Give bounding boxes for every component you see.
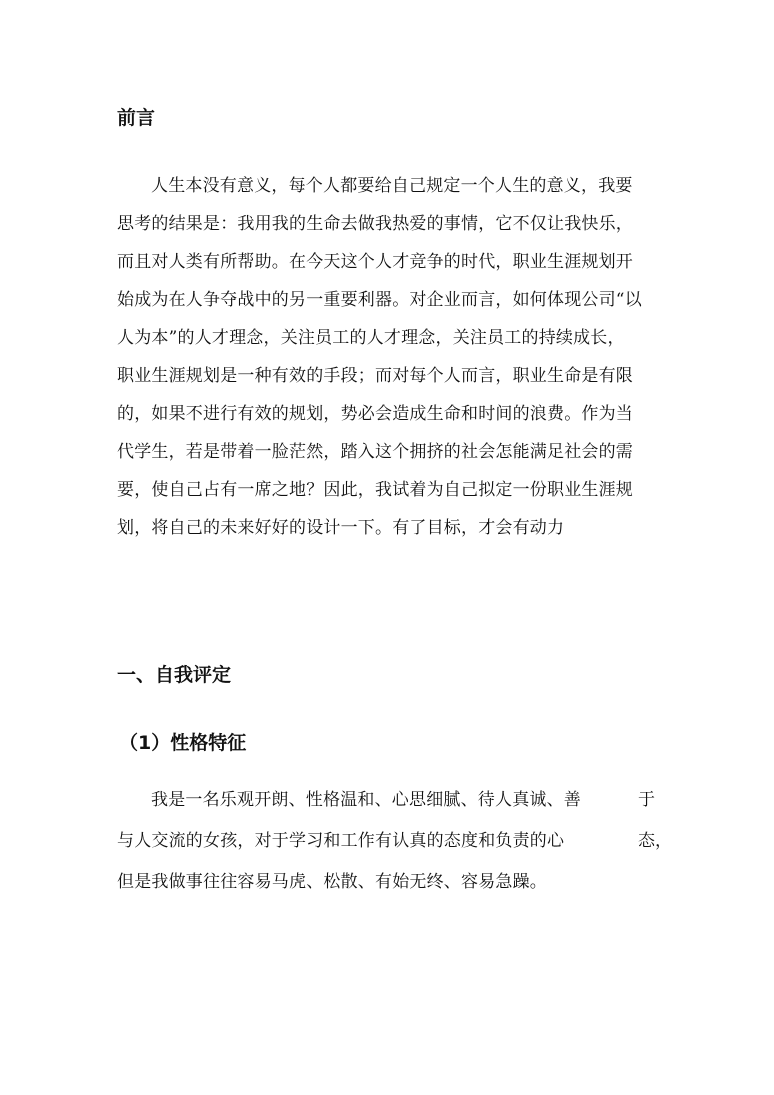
preface-line: 而且对人类有所帮助。在今天这个人才竞争的时代，职业生涯规划开 xyxy=(117,252,633,272)
preface-heading: 前言 xyxy=(117,107,156,129)
trait-line-tail: 态， xyxy=(638,831,672,851)
preface-line: 人生本没有意义，每个人都要给自己规定一个人生的意义，我要 xyxy=(151,176,633,196)
section-heading: 一、自我评定 xyxy=(117,664,232,686)
preface-line: 划，将自己的未来好好的设计一下。有了目标，才会有动力 xyxy=(117,518,565,538)
trait-line-tail: 于 xyxy=(638,790,655,810)
trait-line: 但是我做事往往容易马虎、松散、有始无终、容易急躁。 xyxy=(117,872,547,892)
preface-line: 始成为在人争夺战中的另一重要利器。对企业而言，如何体现公司“以 xyxy=(117,290,642,310)
trait-line: 与人交流的女孩，对于学习和工作有认真的态度和负责的心 xyxy=(117,831,565,851)
preface-line: 的，如果不进行有效的规划，势必会造成生命和时间的浪费。作为当 xyxy=(117,404,633,424)
preface-line: 思考的结果是：我用我的生命去做我热爱的事情，它不仅让我快乐， xyxy=(117,214,633,234)
preface-line: 职业生涯规划是一种有效的手段；而对每个人而言，职业生命是有限 xyxy=(117,366,633,386)
trait-line: 我是一名乐观开朗、性格温和、心思细腻、待人真诚、善 xyxy=(151,790,581,810)
preface-line: 要，使自己占有一席之地？因此，我试着为自己拟定一份职业生涯规 xyxy=(117,480,633,500)
preface-line: 人为本”的人才理念，关注员工的人才理念，关注员工的持续成长， xyxy=(117,328,625,348)
preface-line: 代学生，若是带着一脸茫然，踏入这个拥挤的社会怎能满足社会的需 xyxy=(117,442,633,462)
subsection-heading: （1）性格特征 xyxy=(119,732,247,754)
